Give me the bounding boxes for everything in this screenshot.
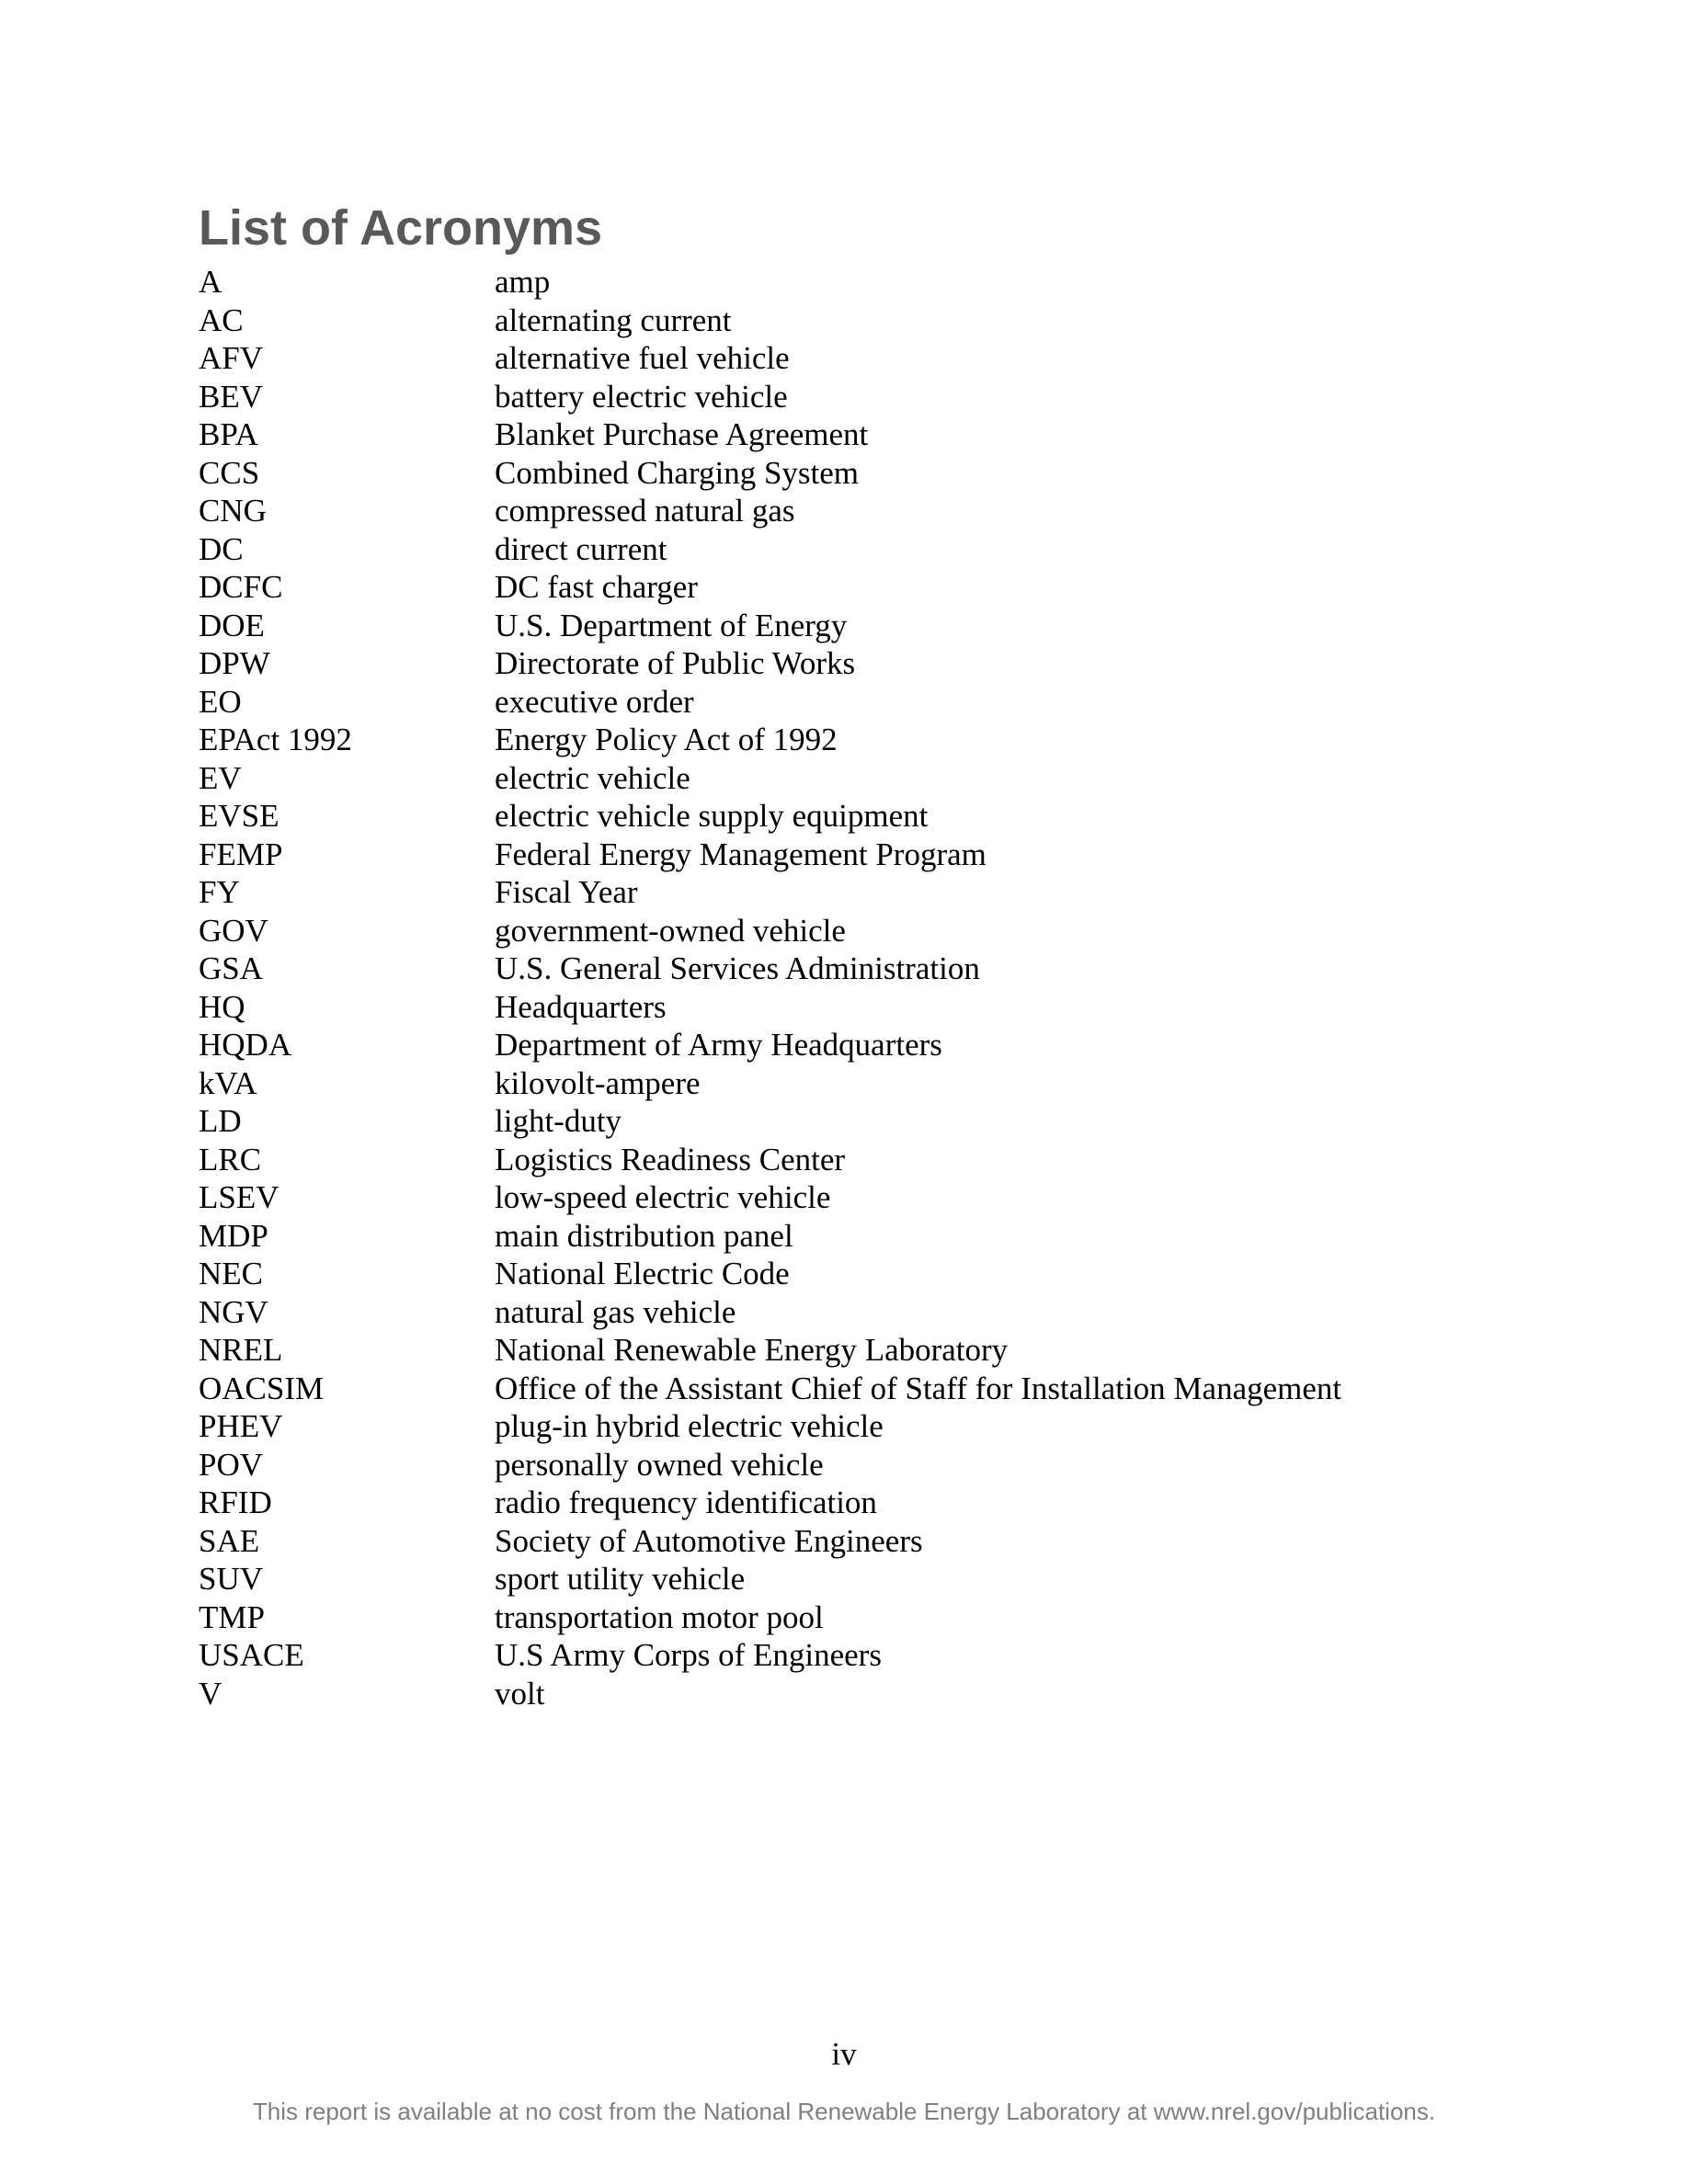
acronym-definition: DC fast charger: [495, 569, 698, 606]
acronym-row: [199, 1560, 1532, 1598]
acronym-row: [199, 1407, 1532, 1446]
acronym-definition: battery electric vehicle: [495, 378, 788, 415]
acronym-definition: Headquarters: [495, 988, 667, 1025]
acronym-row: [199, 1293, 1532, 1332]
page-number: iv: [831, 2036, 857, 2072]
acronym-row: [199, 1675, 1532, 1713]
acronym-row: [199, 1331, 1532, 1370]
acronym-term: POV: [199, 1446, 264, 1483]
acronym-term: LD: [199, 1103, 242, 1140]
acronym-definition: light-duty: [495, 1103, 622, 1140]
acronym-term: NREL: [199, 1332, 283, 1369]
footer-note: This report is available at no cost from the National Renewable Energy Laboratory at www.nrel.gov/publications.: [252, 2098, 1436, 2125]
acronym-term: DCFC: [199, 569, 283, 606]
acronym-definition: U.S. Department of Energy: [495, 607, 848, 643]
acronym-term: DOE: [199, 607, 265, 643]
acronym-row: [199, 683, 1532, 722]
acronym-definition: U.S. General Services Administration: [495, 950, 980, 987]
acronym-term: USACE: [199, 1637, 304, 1674]
acronym-row: [199, 492, 1532, 530]
acronym-row: [199, 1255, 1532, 1293]
acronym-term: EPAct 1992: [199, 722, 352, 758]
acronym-definition: main distribution panel: [495, 1217, 793, 1254]
acronym-term: LRC: [199, 1141, 262, 1177]
acronym-term: DPW: [199, 645, 270, 682]
acronym-definition: executive order: [495, 683, 694, 720]
acronym-definition: electric vehicle: [495, 759, 690, 796]
acronym-definition: Federal Energy Management Program: [495, 836, 987, 872]
acronym-definition: low-speed electric vehicle: [495, 1179, 831, 1216]
acronym-definition: electric vehicle supply equipment: [495, 798, 929, 835]
acronym-term: TMP: [199, 1598, 265, 1635]
acronym-row: [199, 950, 1532, 988]
acronym-row: [199, 530, 1532, 569]
acronym-row: [199, 263, 1532, 301]
acronym-term: AC: [199, 301, 244, 338]
acronym-row: [199, 912, 1532, 950]
acronym-row: [199, 1370, 1532, 1408]
acronym-term: OACSIM: [199, 1370, 325, 1406]
acronym-definition: alternative fuel vehicle: [495, 340, 790, 377]
acronym-definition: Energy Policy Act of 1992: [495, 722, 838, 758]
acronym-term: SAE: [199, 1522, 260, 1559]
acronym-definition: natural gas vehicle: [495, 1293, 736, 1330]
acronym-definition: Combined Charging System: [495, 454, 860, 491]
acronym-definition: Department of Army Headquarters: [495, 1027, 942, 1064]
acronym-row: [199, 301, 1532, 340]
acronym-definition: kilovolt-ampere: [495, 1064, 701, 1101]
acronym-definition: volt: [495, 1675, 545, 1712]
acronym-row: [199, 1522, 1532, 1561]
acronym-row: [199, 1178, 1532, 1217]
acronym-definition: Society of Automotive Engineers: [495, 1522, 923, 1559]
acronym-list: [199, 263, 1532, 1712]
acronym-term: AFV: [199, 340, 264, 377]
acronym-term: CCS: [199, 454, 260, 491]
acronym-term: FY: [199, 874, 240, 911]
acronym-row: [199, 1598, 1532, 1637]
acronym-definition: Office of the Assistant Chief of Staff for Installation Management: [495, 1370, 1342, 1406]
acronym-row: [199, 644, 1532, 683]
acronym-row: [199, 721, 1532, 759]
acronym-term: EO: [199, 683, 242, 720]
acronym-row: [199, 1446, 1532, 1484]
acronym-row: [199, 378, 1532, 416]
acronym-term: NEC: [199, 1256, 263, 1292]
acronym-definition: alternating current: [495, 301, 732, 338]
acronym-row: [199, 1636, 1532, 1675]
acronym-row: [199, 988, 1532, 1027]
acronym-term: MDP: [199, 1217, 268, 1254]
acronym-term: RFID: [199, 1484, 272, 1521]
acronym-definition: compressed natural gas: [495, 493, 795, 529]
acronym-row: [199, 568, 1532, 607]
acronym-row: [199, 1026, 1532, 1064]
acronym-definition: plug-in hybrid electric vehicle: [495, 1408, 884, 1445]
acronym-definition: amp: [495, 264, 551, 301]
acronym-term: NGV: [199, 1293, 268, 1330]
acronym-row: [199, 1102, 1532, 1141]
acronym-row: [199, 1141, 1532, 1179]
acronym-row: [199, 1217, 1532, 1256]
acronym-row: [199, 1484, 1532, 1522]
acronym-row: [199, 759, 1532, 798]
acronym-term: PHEV: [199, 1408, 283, 1445]
acronym-row: [199, 873, 1532, 912]
page-title: List of Acronyms: [199, 200, 603, 256]
acronym-term: A: [199, 264, 222, 301]
acronym-definition: sport utility vehicle: [495, 1561, 746, 1598]
acronym-definition: Blanket Purchase Agreement: [495, 416, 869, 453]
acronym-row: [199, 454, 1532, 493]
acronym-definition: U.S Army Corps of Engineers: [495, 1637, 882, 1674]
acronym-definition: Logistics Readiness Center: [495, 1141, 846, 1177]
acronym-term: EV: [199, 759, 242, 796]
acronym-row: [199, 797, 1532, 836]
acronym-row: [199, 415, 1532, 454]
acronym-row: [199, 339, 1532, 378]
acronym-term: kVA: [199, 1064, 257, 1101]
acronym-term: BPA: [199, 416, 258, 453]
acronym-term: V: [199, 1675, 222, 1712]
acronym-term: HQDA: [199, 1027, 292, 1064]
acronym-row: [199, 836, 1532, 874]
acronym-definition: personally owned vehicle: [495, 1446, 824, 1483]
acronym-definition: National Electric Code: [495, 1256, 790, 1292]
acronym-term: HQ: [199, 988, 245, 1025]
acronym-term: EVSE: [199, 798, 279, 835]
acronym-definition: National Renewable Energy Laboratory: [495, 1332, 1009, 1369]
acronym-definition: direct current: [495, 530, 667, 567]
acronym-term: DC: [199, 530, 244, 567]
acronym-definition: Fiscal Year: [495, 874, 638, 911]
acronym-term: GOV: [199, 912, 268, 949]
acronym-definition: radio frequency identification: [495, 1484, 877, 1521]
acronym-term: GSA: [199, 950, 264, 987]
acronym-row: [199, 607, 1532, 645]
acronym-term: SUV: [199, 1561, 264, 1598]
acronym-term: FEMP: [199, 836, 283, 872]
acronym-term: BEV: [199, 378, 263, 415]
acronym-row: [199, 1064, 1532, 1103]
acronym-term: CNG: [199, 493, 267, 529]
acronym-term: LSEV: [199, 1179, 279, 1216]
acronym-definition: government-owned vehicle: [495, 912, 846, 949]
acronym-definition: transportation motor pool: [495, 1598, 824, 1635]
acronym-definition: Directorate of Public Works: [495, 645, 856, 682]
